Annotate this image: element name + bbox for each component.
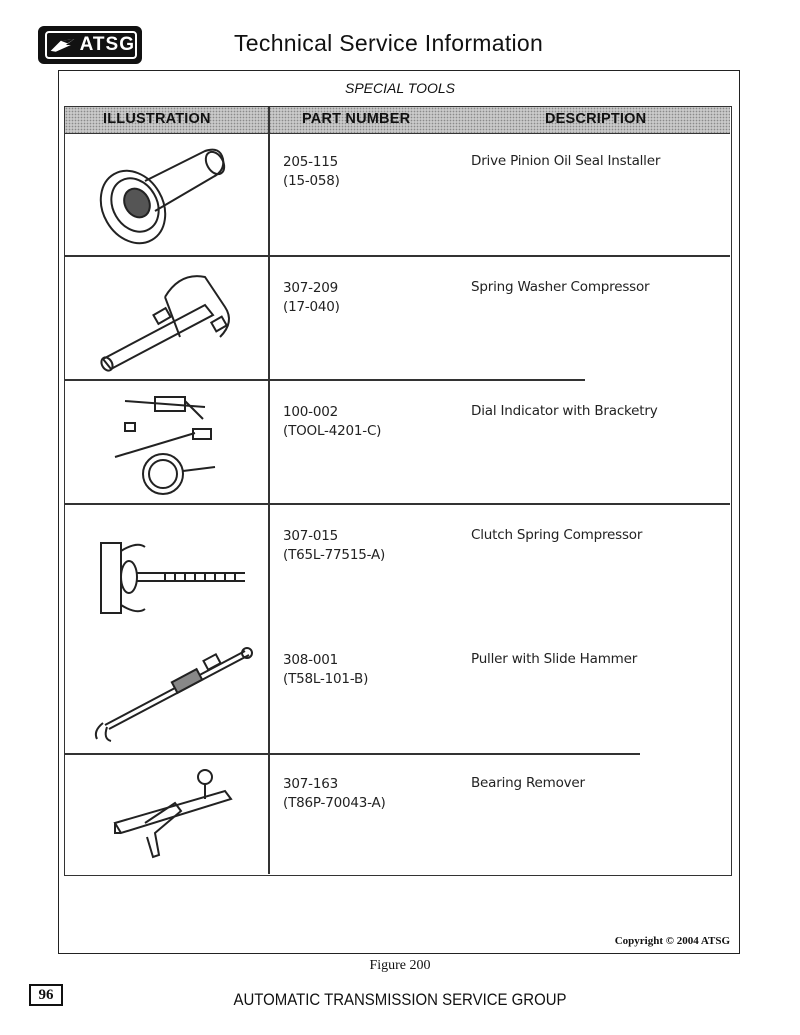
- page-footer: AUTOMATIC TRANSMISSION SERVICE GROUP: [233, 990, 567, 1009]
- tool-description: Bearing Remover: [471, 775, 585, 791]
- column-divider: [268, 107, 270, 874]
- column-header-illustration: ILLUSTRATION: [103, 111, 211, 127]
- tool-description: Dial Indicator with Bracketry: [471, 403, 658, 419]
- row-divider: [65, 379, 585, 381]
- part-number: 100-002: [283, 404, 339, 420]
- tool-description: Clutch Spring Compressor: [471, 527, 643, 543]
- column-header-part-number: PART NUMBER: [302, 111, 411, 127]
- atsg-logo: [38, 26, 142, 64]
- row-divider: [65, 753, 640, 755]
- special-tools-table: [64, 106, 732, 876]
- slide-hammer-icon: [85, 643, 255, 743]
- alt-part-number: (17-040): [283, 299, 340, 315]
- alt-part-number: (15-058): [283, 173, 340, 189]
- tool-description: Drive Pinion Oil Seal Installer: [471, 153, 661, 169]
- tool-description: Puller with Slide Hammer: [471, 651, 638, 667]
- page-title: Technical Service Information: [234, 30, 544, 56]
- seal-installer-icon: [85, 141, 245, 251]
- alt-part-number: (TOOL-4201-C): [283, 423, 382, 439]
- part-number: 307-163: [283, 776, 339, 792]
- column-header-description: DESCRIPTION: [545, 111, 647, 127]
- alt-part-number: (T58L-101-B): [283, 671, 369, 687]
- copyright-notice: Copyright © 2004 ATSG: [614, 935, 730, 947]
- clutch-spring-compressor-icon: [85, 533, 255, 623]
- alt-part-number: (T65L-77515-A): [283, 547, 386, 563]
- table-header: [65, 107, 730, 134]
- page-number: 96: [29, 984, 63, 1006]
- part-number: 308-001: [283, 652, 339, 668]
- section-title: SPECIAL TOOLS: [345, 80, 455, 96]
- logo-text: ATSG: [79, 34, 135, 55]
- part-number: 307-015: [283, 528, 339, 544]
- dial-indicator-icon: [85, 389, 245, 499]
- tool-description: Spring Washer Compressor: [471, 279, 650, 295]
- transmission-logo-icon: [49, 35, 78, 55]
- figure-caption: Figure 200: [369, 958, 431, 973]
- part-number: 205-115: [283, 154, 339, 170]
- spring-washer-compressor-icon: [85, 267, 245, 377]
- row-divider: [65, 255, 730, 257]
- bearing-remover-icon: [85, 763, 245, 863]
- row-divider: [65, 503, 730, 505]
- alt-part-number: (T86P-70043-A): [283, 795, 386, 811]
- part-number: 307-209: [283, 280, 339, 296]
